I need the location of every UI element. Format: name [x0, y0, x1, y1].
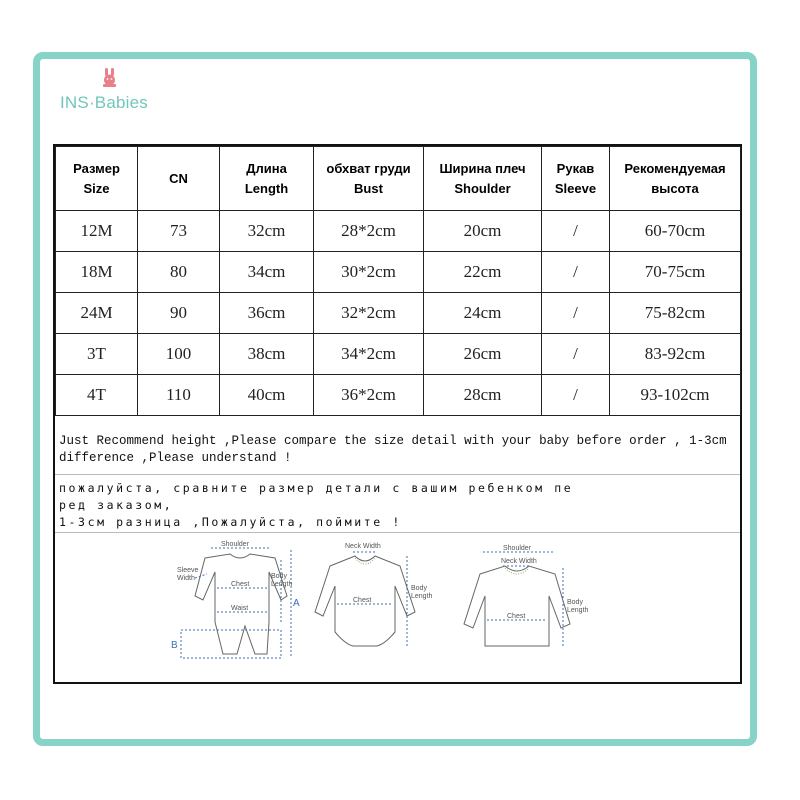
label-chest: Chest — [507, 613, 526, 620]
label-sleeve-width: Width — [177, 575, 195, 582]
table-row — [56, 293, 741, 334]
top-diagram — [464, 552, 570, 646]
label-neck-width: Neck Width — [345, 543, 381, 550]
cell-cn: 80 — [138, 252, 220, 293]
cell-height: 75-82cm — [610, 293, 741, 334]
label-body-length: Length — [567, 607, 589, 614]
cell-height: 70-75cm — [610, 252, 741, 293]
cell-height: 60-70cm — [610, 211, 741, 252]
note-russian — [59, 480, 734, 531]
label-chest: Chest — [353, 597, 372, 604]
header-bust: обхват груди Bust — [314, 147, 424, 211]
size-sheet — [53, 144, 742, 684]
label-waist: Waist — [231, 605, 249, 612]
romper-diagram — [181, 548, 291, 658]
cell-size: 18M — [56, 252, 138, 293]
cell-size: 3T — [56, 334, 138, 375]
cell-shoulder: 24cm — [424, 293, 542, 334]
header-sleeve: Рукав Sleeve — [542, 147, 610, 211]
cell-length: 38cm — [220, 334, 314, 375]
cell-cn: 90 — [138, 293, 220, 334]
label-neck-width: Neck Width — [501, 558, 537, 565]
table-row — [56, 252, 741, 293]
cell-cn: 110 — [138, 375, 220, 416]
table-header-row — [56, 147, 741, 211]
cell-length: 34cm — [220, 252, 314, 293]
note-english — [59, 433, 729, 467]
measurement-diagrams — [55, 536, 740, 684]
cell-bust: 30*2cm — [314, 252, 424, 293]
cell-size: 4T — [56, 375, 138, 416]
label-marker-b: B — [171, 640, 178, 651]
top-outline — [464, 566, 570, 646]
cell-sleeve: / — [542, 293, 610, 334]
header-length: Длина Length — [220, 147, 314, 211]
cell-length: 36cm — [220, 293, 314, 334]
divider — [55, 532, 740, 533]
cell-height: 83-92cm — [610, 334, 741, 375]
cell-shoulder: 20cm — [424, 211, 542, 252]
cell-cn: 73 — [138, 211, 220, 252]
rabbit-icon — [100, 67, 122, 89]
note-russian-line: 1-3см разница ,Пожалуйста, поймите ! — [59, 515, 402, 529]
cell-bust: 36*2cm — [314, 375, 424, 416]
label-body-length: Body — [411, 585, 427, 592]
cell-height: 93-102cm — [610, 375, 741, 416]
label-shoulder: Shoulder — [503, 545, 532, 552]
size-table — [55, 146, 741, 416]
label-body-length: Body — [567, 599, 583, 606]
cell-bust: 34*2cm — [314, 334, 424, 375]
table-row — [56, 375, 741, 416]
label-marker-a: A — [293, 598, 300, 609]
table-row — [56, 211, 741, 252]
cell-shoulder: 26cm — [424, 334, 542, 375]
cell-length: 40cm — [220, 375, 314, 416]
cell-shoulder: 28cm — [424, 375, 542, 416]
header-size: Размер Size — [56, 147, 138, 211]
cell-shoulder: 22cm — [424, 252, 542, 293]
note-russian-line: ред заказом, — [59, 498, 174, 512]
cell-sleeve: / — [542, 252, 610, 293]
label-body-length: Body — [271, 573, 287, 580]
note-english-line: Just Recommend height ,Please compare the size detail with your baby before order , 1-3cm — [59, 434, 727, 448]
cell-length: 32cm — [220, 211, 314, 252]
romper-outline — [195, 554, 287, 654]
table-row — [56, 334, 741, 375]
header-shoulder: Ширина плеч Shoulder — [424, 147, 542, 211]
cell-sleeve: / — [542, 211, 610, 252]
label-shoulder: Shoulder — [221, 541, 250, 548]
note-english-line: difference ,Please understand ! — [59, 451, 292, 465]
cell-bust: 32*2cm — [314, 293, 424, 334]
label-body-length: Length — [271, 581, 293, 588]
cell-size: 12M — [56, 211, 138, 252]
cell-cn: 100 — [138, 334, 220, 375]
frame — [33, 52, 757, 746]
header-recommended-height: Рекомендуемая высота — [610, 147, 741, 211]
label-sleeve-width: Sleeve — [177, 567, 199, 574]
cell-size: 24M — [56, 293, 138, 334]
brand-name: INS·Babies — [60, 93, 148, 112]
divider — [55, 474, 740, 475]
cell-bust: 28*2cm — [314, 211, 424, 252]
cell-sleeve: / — [542, 375, 610, 416]
header-cn: CN — [138, 147, 220, 211]
note-russian-line: пожалуйста, сравните размер детали с вашим ребенком пе — [59, 481, 574, 495]
label-chest: Chest — [231, 581, 250, 588]
cell-sleeve: / — [542, 334, 610, 375]
label-body-length: Length — [411, 593, 433, 600]
